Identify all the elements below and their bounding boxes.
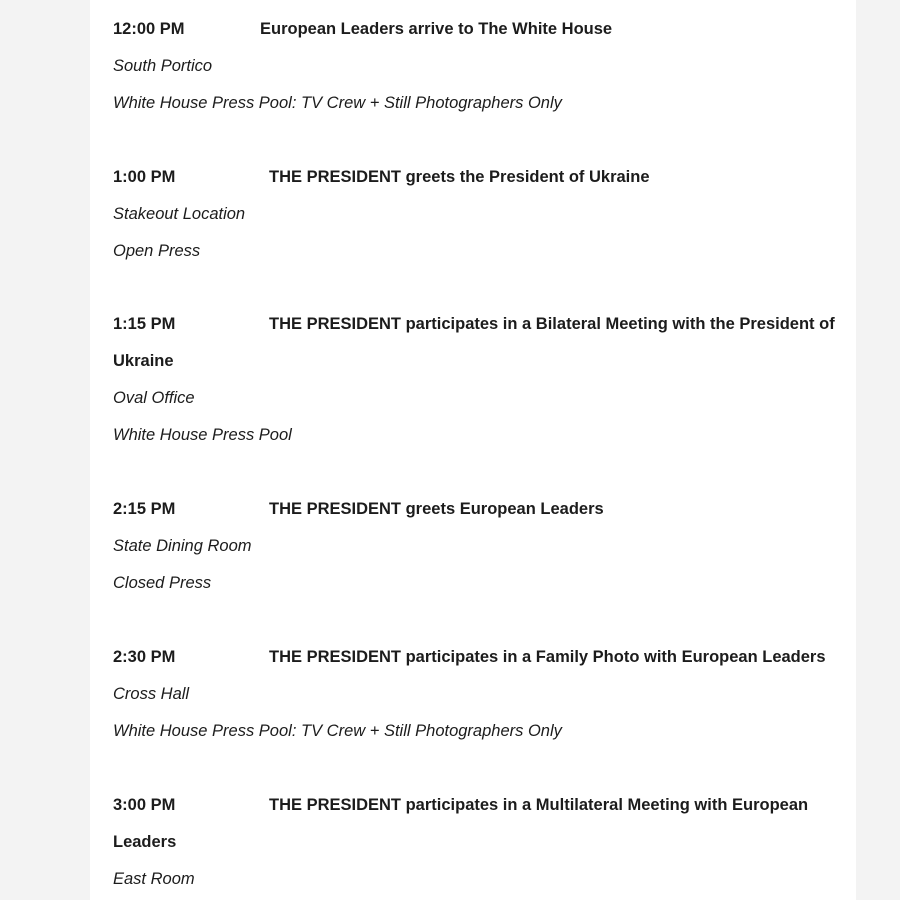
- event-location: Stakeout Location: [113, 205, 246, 223]
- event-title: THE PRESIDENT greets European Leaders: [269, 500, 604, 518]
- event-title-continued: Ukraine: [113, 352, 174, 370]
- event-location: South Portico: [113, 57, 213, 75]
- event-time: 2:15 PM: [113, 500, 176, 518]
- event-location: Oval Office: [113, 389, 195, 407]
- event-heading: [113, 315, 833, 337]
- event-press: White House Press Pool: TV Crew + Still Photographers Only: [113, 722, 562, 740]
- event-time: 1:15 PM: [113, 315, 176, 333]
- event-heading: [113, 20, 833, 42]
- schedule-document: [90, 0, 856, 900]
- event-time: 3:00 PM: [113, 796, 176, 814]
- event-title: THE PRESIDENT participates in a Family Photo with European Leaders: [269, 648, 826, 666]
- event-heading: [113, 648, 833, 670]
- event-heading: [113, 500, 833, 522]
- event-heading: [113, 168, 833, 190]
- event-press: Open Press: [113, 242, 201, 260]
- event-press: White House Press Pool: [113, 426, 292, 444]
- event-location: Cross Hall: [113, 685, 190, 703]
- event-press: Closed Press: [113, 574, 212, 592]
- event-title-continued: Leaders: [113, 833, 177, 851]
- event-title: THE PRESIDENT greets the President of Ukraine: [269, 168, 650, 186]
- event-location: East Room: [113, 870, 195, 888]
- event-time: 12:00 PM: [113, 20, 185, 38]
- event-title: THE PRESIDENT participates in a Bilateral Meeting with the President of: [269, 315, 835, 333]
- event-press: White House Press Pool: TV Crew + Still Photographers Only: [113, 94, 562, 112]
- event-heading: [113, 796, 833, 818]
- event-title: European Leaders arrive to The White House: [260, 20, 613, 38]
- event-location: State Dining Room: [113, 537, 252, 555]
- event-time: 1:00 PM: [113, 168, 176, 186]
- event-title: THE PRESIDENT participates in a Multilateral Meeting with European: [269, 796, 809, 814]
- event-time: 2:30 PM: [113, 648, 176, 666]
